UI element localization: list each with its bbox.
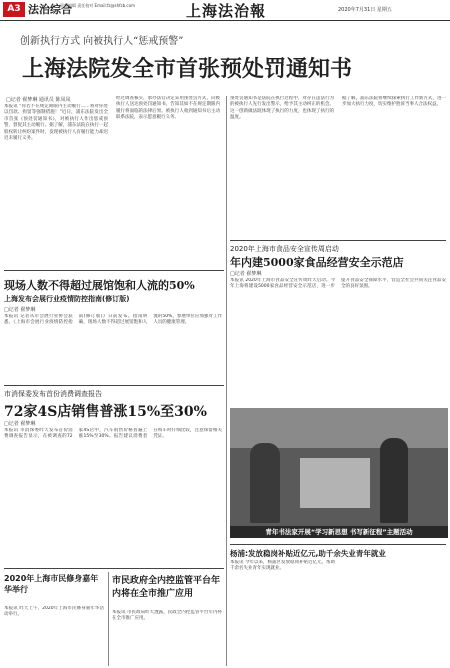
car-headline: 72家4S店销售普涨15%至30% bbox=[4, 404, 207, 420]
food-kicker: 2020年上海市食品安全宣传周启动 bbox=[230, 245, 339, 253]
photo-caption: 青年书法家开展“学习新思想 书写新征程”主题活动 bbox=[230, 526, 448, 538]
yangpu-body: 本报讯 今年以来，杨浦区发放稳岗补贴近亿元，帮助千余名失业青年实现就业。 bbox=[230, 560, 335, 572]
section-badge: A3 bbox=[3, 2, 25, 17]
exhibition-headline: 现场人数不得超过展馆饱和人流的50% bbox=[4, 279, 195, 292]
column-divider bbox=[108, 572, 109, 666]
divider bbox=[230, 544, 446, 545]
food-body: 本报讯 2020年上海市食品安全宣传周昨天启动。今年上海将建设5000家食品经营安全示范店，进一步提升食品安全保障水平，营造全社会共同关注食品安全的良好氛围。 bbox=[230, 278, 446, 290]
photo-screen bbox=[300, 458, 370, 508]
photo-figure bbox=[380, 438, 408, 523]
column-divider bbox=[226, 96, 227, 666]
divider bbox=[230, 240, 446, 241]
car-body: 本报讯 市消保委昨天发布首份消费调查报告显示，在被调查的72家4S店中，汽车销售价格普遍上涨15%至30%。报告建议消费者在购车时仔细比较，注意保留相关凭证。 bbox=[4, 428, 222, 440]
lead-column-4: 据了解，浦东法院将继续探索执行工作新方式，进一步加大执行力度，切实维护胜诉当事人合法权益。 bbox=[342, 96, 446, 108]
exhibition-subhead: 上海发布会展行业疫情防控指南(修订版) bbox=[4, 295, 130, 303]
exhibition-body: 本报讯 记者从市会展行业协会获悉，《上海市会展行业疫情防控指南(修订版)》日前发布。指南明确，现场人数不得超过展馆饱和人流的50%，参展单位应加强对工作人员的健康管理。 bbox=[4, 314, 222, 326]
section-meta: 责任编辑 责任校对 Email:fz@shfzb.com bbox=[60, 3, 135, 8]
food-headline: 年内建5000家食品经营安全示范店 bbox=[230, 256, 404, 269]
food-byline: □记者 翟梦琳 bbox=[230, 271, 262, 277]
photo-figure bbox=[250, 443, 280, 523]
lead-column-1: 本报讯 “你若不在规定期限内主动履行……将对你处以罚款、拘留等强制措施！”近日，浦东法院发出全市首张《预处罚通知书》，对被执行人作出惩戒预警，督促其主动履行。据了解，浦东法院在执行一起股权转让纠纷案件时，发现被执行人有履行能力却迟迟未履行义务。 bbox=[4, 104, 108, 142]
civil-affairs-headline: 市民政府全内控监管平台年内将在全市推广应用 bbox=[112, 576, 221, 599]
car-kicker: 市消保委发布首份消费调查报告 bbox=[4, 390, 102, 398]
yangpu-headline: 杨浦:发放稳岗补贴近亿元,助千余失业青年就业 bbox=[230, 549, 386, 558]
issue-date: 2020年7月31日 星期五 bbox=[338, 7, 392, 13]
divider bbox=[4, 568, 224, 569]
civil-affairs-body: 本报讯 市民政局昨天透露，民政全内控监管平台年内将在全市推广应用。 bbox=[112, 610, 222, 622]
lead-byline: □记者 翟梦琳 通讯员 陈凤凤 bbox=[6, 97, 71, 103]
lead-headline: 上海法院发全市首张预处罚通知书 bbox=[22, 56, 353, 82]
civic-body: 本报讯 昨天上午，2020年上海市民修身嘉年华活动举行。 bbox=[4, 606, 104, 618]
masthead-logo: 上海法治報 bbox=[186, 2, 267, 20]
news-photo bbox=[230, 408, 448, 538]
car-byline: □记者 翟梦琳 bbox=[4, 421, 36, 427]
lead-column-2: 经过调查核实，承办法官决定采用预处罚方式，向被执行人送达预处罚通知书，告知其如不在规定期限内履行将面临的法律后果。被执行人收到通知书后主动联系法院，表示愿意履行义务。 bbox=[116, 96, 220, 121]
civic-headline: 2020年上海市民修身嘉年华举行 bbox=[4, 574, 99, 594]
divider bbox=[4, 385, 224, 386]
lead-kicker: 创新执行方式 向被执行人“惩戒预警” bbox=[20, 36, 184, 47]
exhibition-byline: □记者 翟梦琳 bbox=[4, 307, 36, 313]
photo-background bbox=[230, 408, 448, 448]
section-title: 法治综合 bbox=[28, 3, 72, 16]
divider bbox=[4, 270, 224, 271]
lead-column-3: 预处罚通知书是法院在执行过程中，对存在违法行为的被执行人先行发出警示，给予其主动纠正的机会。这一创新做法既体现了执行的力度，也体现了执行的温度。 bbox=[230, 96, 334, 121]
